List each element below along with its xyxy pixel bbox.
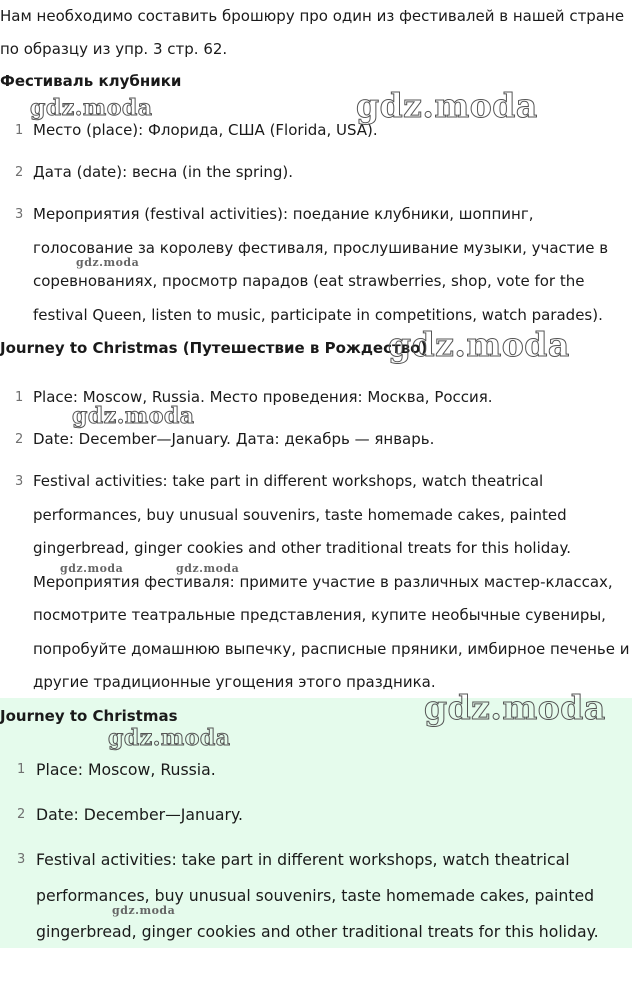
item-number: 2 [17, 807, 26, 822]
watermark: gdz.moda [72, 403, 195, 429]
item-text: Place: Moscow, Russia. [36, 760, 216, 779]
item-text: Festival activities: take part in different workshops, watch theatrical performances, buy unusual souvenirs, taste homemade cakes, painted gingerbread, ginger cookies and other traditional treats for this holiday. Мероприятия фестиваля: примите участие в различных мастер-классах, посмотрите театральные представления, купите необычные сувениры, попробуйте домашнюю выпечку, расписные пряники, имбирное печенье и другие традиционные угощения этого праздника. [33, 472, 630, 691]
item-text: Date: December—January. [36, 805, 244, 824]
item-number: 2 [15, 432, 24, 447]
item-number: 2 [15, 165, 24, 180]
watermark: gdz.moda [76, 256, 140, 269]
watermark: gdz.moda [424, 688, 606, 727]
item-text: Место (place): Флорида, США (Florida, USA). [33, 121, 378, 139]
watermark: gdz.moda [356, 86, 538, 125]
item-text: Place: Moscow, Russia. Место проведения: Москва, Россия. [33, 388, 493, 406]
item-number: 3 [15, 474, 24, 489]
item-number: 1 [15, 390, 24, 405]
watermark: gdz.moda [30, 95, 153, 121]
section-title-journey-ru: Journey to Christmas (Путешествие в Рождество) [0, 339, 428, 357]
item-number: 3 [15, 207, 24, 222]
watermark: gdz.moda [176, 562, 240, 575]
item-text: Date: December—January. Дата: декабрь — январь. [33, 430, 435, 448]
highlight-block [0, 698, 632, 948]
section-title-journey-en: Journey to Christmas [0, 707, 178, 725]
item-number: 1 [15, 123, 24, 138]
item-number: 1 [17, 762, 26, 777]
watermark: gdz.moda [388, 325, 570, 364]
item-text: Дата (date): весна (in the spring). [33, 163, 294, 181]
intro-text: Нам необходимо составить брошюру про один из фестивалей в нашей стране по образцу из упр. 3 стр. 62. [0, 7, 625, 58]
item-number: 3 [17, 852, 26, 867]
watermark: gdz.moda [108, 725, 231, 751]
item-text: Мероприятия (festival activities): поедание клубники, шоппинг, голосование за королеву фестиваля, прослушивание музыки, участие в соревнованиях, просмотр парадов (eat strawberries, shop, vote for the festival Queen, listen to music, participate in competitions, watch parades). [33, 205, 609, 324]
section-title-strawberry: Фестиваль клубники [0, 72, 182, 90]
watermark: gdz.moda [60, 562, 124, 575]
item-text: Festival activities: take part in different workshops, watch theatrical performances, buy unusual souvenirs, taste homemade cakes, painted gingerbread, ginger cookies and other traditional treats for this holiday. [36, 850, 599, 941]
watermark: gdz.moda [112, 904, 176, 917]
